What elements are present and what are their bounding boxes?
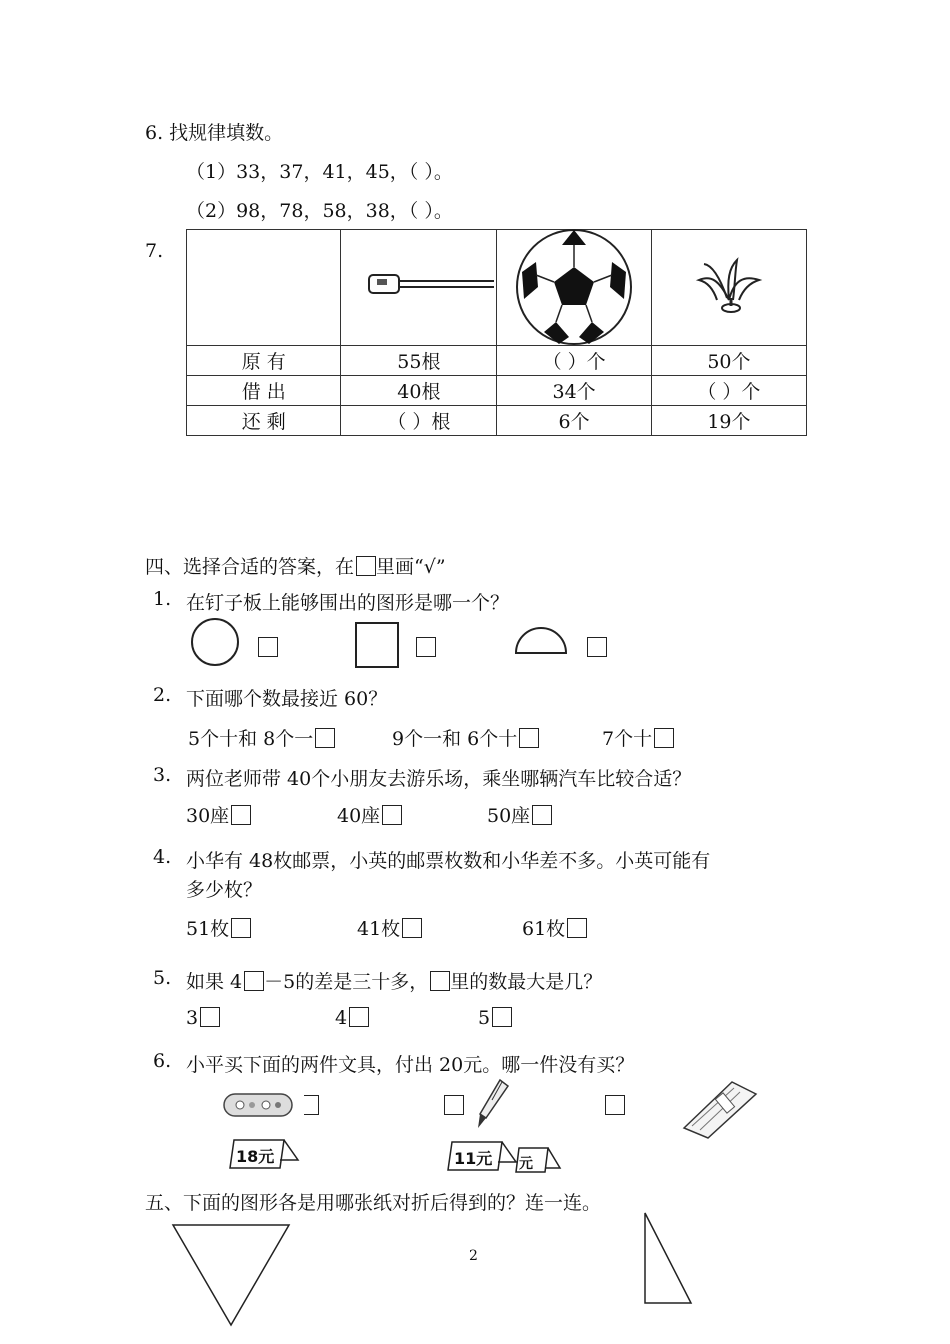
page-number: 2 [469,1248,478,1264]
answer-checkbox[interactable] [382,805,402,825]
cell: 55根 [341,346,497,376]
cell: 6个 [497,406,651,436]
answer-checkbox[interactable] [492,1007,512,1027]
stick-icon [344,265,494,305]
s4-q2-option: 7个十 [602,724,674,751]
s4-q2-text: 下面哪个数最接近 60？ [186,688,388,710]
semicircle-shape-icon [514,625,568,655]
answer-checkbox[interactable] [654,728,674,748]
answer-checkbox[interactable] [587,637,607,657]
s4-q4-option: 41枚 [357,914,422,941]
section5-title: 五、下面的图形各是用哪张纸对折后得到的？连一连。 [145,1192,602,1214]
s4-q5-option: 4 [335,1007,369,1029]
cell: 50个 [651,346,806,376]
q6-line2: （2）98，78，58，38，（ ）。 [186,200,453,222]
s4-q5-option: 5 [478,1007,512,1029]
row-label: 还 剩 [187,406,341,436]
s4-q2-option: 5个十和 8个一 [188,724,335,751]
section4-title: 四、选择合适的答案，在 里画“√” [145,556,446,578]
answer-checkbox[interactable] [349,1007,369,1027]
answer-checkbox[interactable] [402,918,422,938]
s4-q6-text: 小平买下面的两件文具，付出 20元。哪一件没有买？ [186,1054,635,1076]
answer-checkbox[interactable] [304,1095,319,1115]
plant-icon [689,250,769,320]
table-corner-cell [187,230,341,346]
blank-box-icon [430,971,450,991]
square-shape-icon [355,622,399,668]
s4-q4-text-line1: 小华有 48枚邮票，小英的邮票枚数和小华差不多。小英可能有 [186,850,711,872]
plant-image-cell [651,230,806,346]
s4-q3-option: 40座 [337,801,402,828]
cell: 19个 [651,406,806,436]
pen-icon [472,1078,512,1130]
answer-checkbox[interactable] [444,1095,464,1115]
answer-checkbox[interactable] [231,805,251,825]
table-row [187,346,807,376]
cell: 40根 [341,376,497,406]
price-label: 11元 [454,1149,493,1168]
q6-line1: （1）33，37，41，45，（ ）。 [186,161,453,183]
price-label: 元 [519,1156,533,1172]
s4-q5-number: 5. [153,967,172,989]
cell: （ ）个 [497,346,651,376]
s4-q4-number: 4. [153,846,172,868]
notebook-icon [680,1080,758,1140]
q7-number: 7. [145,240,164,262]
answer-checkbox[interactable] [200,1007,220,1027]
answer-checkbox[interactable] [532,805,552,825]
s4-q5-text: 如果 4 －5的差是三十多， 里的数最大是几？ [186,971,603,993]
stick-image-cell [341,230,497,346]
inverted-triangle-shape-icon [170,1222,292,1328]
blank-box-icon [244,971,264,991]
cell: （ ）个 [651,376,806,406]
cell: （ ）根 [341,406,497,436]
s4-q4-option: 61枚 [522,914,587,941]
table-row [187,376,807,406]
s4-q1-number: 1. [153,588,172,610]
row-label: 原 有 [187,346,341,376]
answer-checkbox[interactable] [567,918,587,938]
row-label: 借 出 [187,376,341,406]
right-triangle-shape-icon [642,1210,694,1306]
q7-table [186,229,807,436]
price-label: 18元 [236,1147,275,1166]
answer-checkbox[interactable] [315,728,335,748]
s4-q3-option: 30座 [186,801,251,828]
soccer-ball-icon [514,227,634,347]
s4-q6-number: 6. [153,1050,172,1072]
table-row [187,406,807,436]
s4-q4-option: 51枚 [186,914,251,941]
cell: 34个 [497,376,651,406]
s4-q3-text: 两位老师带 40个小朋友去游乐场，乘坐哪辆汽车比较合适？ [186,768,692,790]
circle-shape-icon [190,618,242,668]
s4-q3-number: 3. [153,764,172,786]
s4-q4-text-line2: 多少枚？ [186,879,263,901]
s4-q1-text: 在钉子板上能够围出的图形是哪一个？ [186,592,510,614]
answer-checkbox[interactable] [519,728,539,748]
answer-checkbox[interactable] [258,637,278,657]
s4-q5-option: 3 [186,1007,220,1029]
s4-q2-number: 2. [153,684,172,706]
pencil-case-icon [222,1090,294,1120]
answer-box-icon [356,556,376,576]
s4-q2-option: 9个一和 6个十 [392,724,539,751]
answer-checkbox[interactable] [605,1095,625,1115]
answer-checkbox[interactable] [231,918,251,938]
s4-q3-option: 50座 [487,801,552,828]
answer-checkbox[interactable] [416,637,436,657]
q6-title: 6. 找规律填数。 [145,122,284,144]
